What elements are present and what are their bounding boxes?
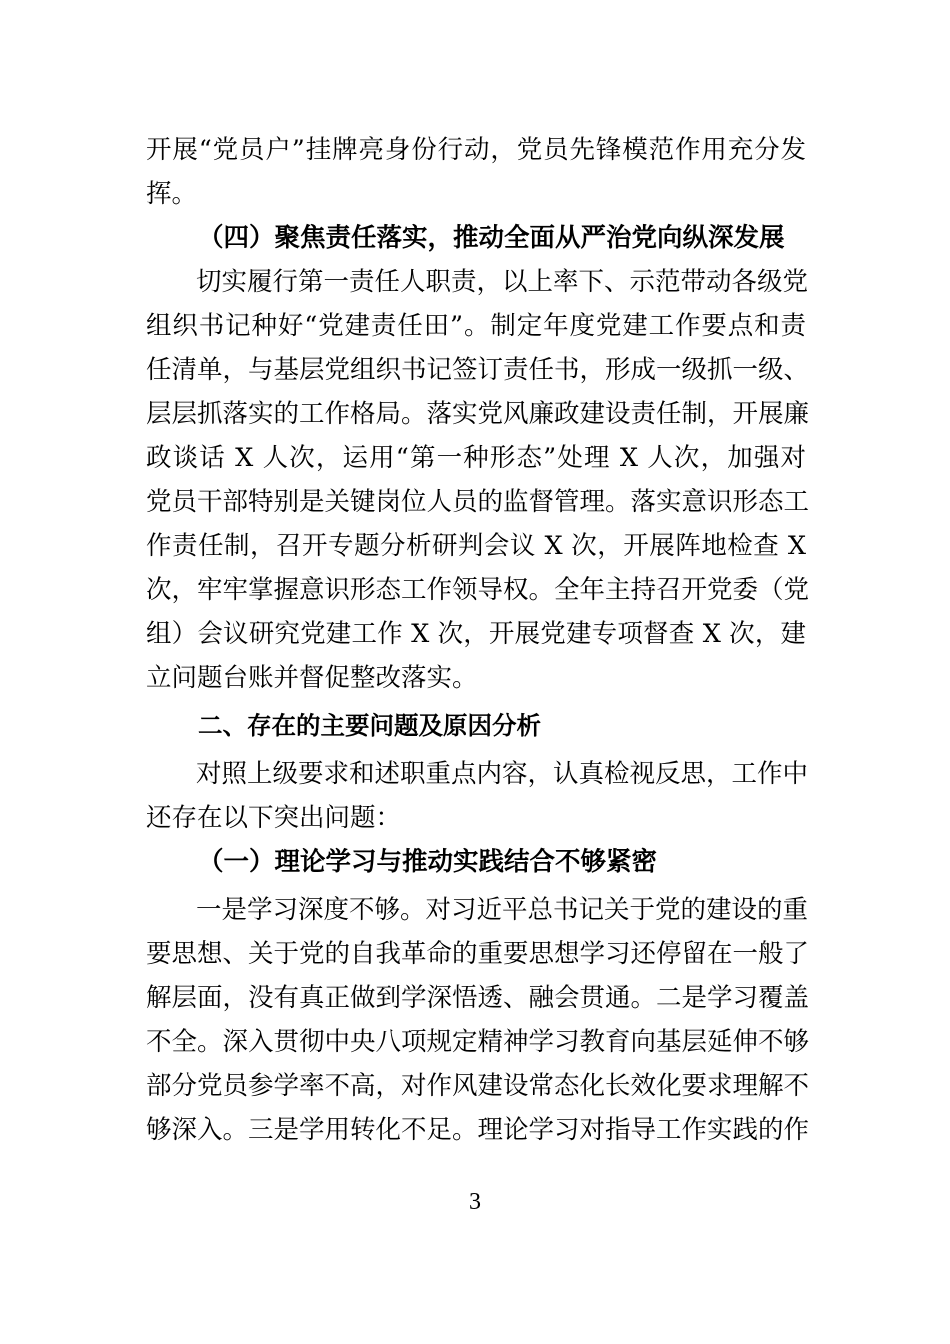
paragraph-line: 党员干部特别是关键岗位人员的监督管理。落实意识形态工	[146, 487, 810, 517]
paragraph-line: 对照上级要求和述职重点内容，认真检视反思，工作中	[196, 759, 809, 789]
paragraph-line: 要思想、关于党的自我革命的重要思想学习还停留在一般了	[146, 939, 810, 969]
paragraph-line: 解层面，没有真正做到学深悟透、融会贯通。二是学习覆盖	[146, 983, 810, 1013]
paragraph-line: 政谈话 X 人次，运用“第一种形态”处理 X 人次，加强对	[146, 443, 806, 473]
paragraph-line: 不全。深入贯彻中央八项规定精神学习教育向基层延伸不够	[146, 1027, 810, 1057]
paragraph-line: 一是学习深度不够。对习近平总书记关于党的建设的重	[196, 895, 809, 925]
paragraph-line: 还存在以下突出问题：	[146, 803, 402, 833]
paragraph-line: 立问题台账并督促整改落实。	[146, 663, 478, 693]
section-heading: （一）理论学习与推动实践结合不够紧密	[198, 847, 658, 877]
paragraph-line: 挥。	[146, 179, 198, 209]
paragraph-line: 开展“党员户”挂牌亮身份行动，党员先锋模范作用充分发	[146, 135, 806, 165]
paragraph-line: 部分党员参学率不高，对作风建设常态化长效化要求理解不	[146, 1071, 810, 1101]
paragraph-line: 够深入。三是学用转化不足。理论学习对指导工作实践的作	[146, 1115, 810, 1145]
paragraph-line: 作责任制，召开专题分析研判会议 X 次，开展阵地检查 X	[146, 531, 806, 561]
paragraph-line: 层层抓落实的工作格局。落实党风廉政建设责任制，开展廉	[146, 399, 810, 429]
paragraph-line: 组）会议研究党建工作 X 次，开展党建专项督查 X 次，建	[146, 619, 806, 649]
paragraph-line: 切实履行第一责任人职责，以上率下、示范带动各级党	[196, 267, 809, 297]
page-number: 3	[469, 1189, 481, 1215]
section-heading: （四）聚焦责任落实，推动全面从严治党向纵深发展	[198, 223, 785, 253]
chapter-heading: 二、存在的主要问题及原因分析	[198, 711, 541, 740]
paragraph-line: 次，牢牢掌握意识形态工作领导权。全年主持召开党委（党	[146, 575, 810, 605]
paragraph-line: 任清单，与基层党组织书记签订责任书，形成一级抓一级、	[146, 355, 810, 385]
paragraph-line: 组织书记种好“党建责任田”。制定年度党建工作要点和责	[146, 311, 806, 341]
